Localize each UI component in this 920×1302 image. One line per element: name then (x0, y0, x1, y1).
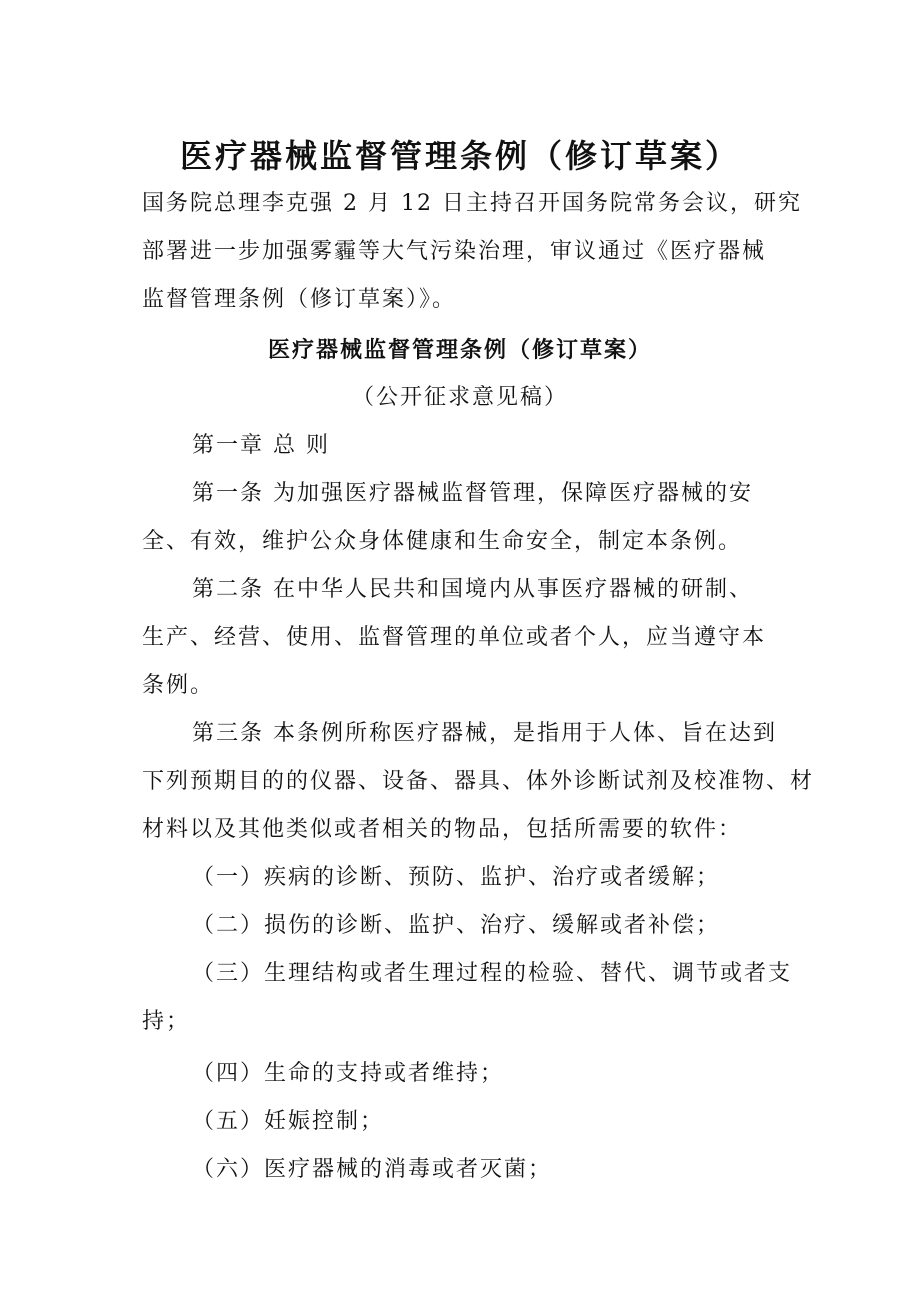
article2-line-2: 生产、经营、使用、监督管理的单位或者个人，应当遵守本 (142, 625, 767, 650)
intro-line-2: 部署进一步加强雾霾等大气污染治理，审议通过《医疗器械 (142, 239, 767, 264)
list-item-continuation: 持； (142, 1009, 191, 1034)
chapter-heading: 第一章 总 则 (192, 433, 330, 458)
document-title: 医疗器械监督管理条例（修订草案） (179, 137, 740, 175)
article1-line-1: 第一条 为加强医疗器械监督管理，保障医疗器械的安 (192, 481, 753, 506)
article1-line-2: 全、有效，维护公众身体健康和生命安全，制定本条例。 (142, 529, 743, 554)
list-item: （四）生命的支持或者维持； (192, 1061, 505, 1086)
article3-line-2: 下列预期目的的仪器、设备、器具、体外诊断试剂及校准物、材 (142, 769, 815, 794)
list-item: （一）疾病的诊断、预防、监护、治疗或者缓解； (192, 865, 721, 890)
list-item: （二）损伤的诊断、监护、治疗、缓解或者补偿； (192, 913, 721, 938)
article2-line-3: 条例。 (142, 673, 215, 698)
intro-line-3: 监督管理条例（修订草案）》。 (142, 287, 457, 312)
article2-line-1: 第二条 在中华人民共和国境内从事医疗器械的研制、 (192, 577, 753, 602)
draft-note: （公开征求意见稿） (351, 385, 568, 410)
article3-line-1: 第三条 本条例所称医疗器械，是指用于人体、旨在达到 (192, 721, 777, 746)
list-item: （五）妊娠控制； (192, 1109, 385, 1134)
intro-line-1: 国务院总理李克强 2 月 12 日主持召开国务院常务会议，研究 (142, 191, 802, 216)
article3-line-3: 材料以及其他类似或者相关的物品，包括所需要的软件： (142, 817, 743, 842)
list-item: （三）生理结构或者生理过程的检验、替代、调节或者支 (192, 961, 793, 986)
subtitle: 医疗器械监督管理条例（修订草案） (267, 337, 652, 363)
list-item: （六）医疗器械的消毒或者灭菌； (192, 1157, 553, 1182)
